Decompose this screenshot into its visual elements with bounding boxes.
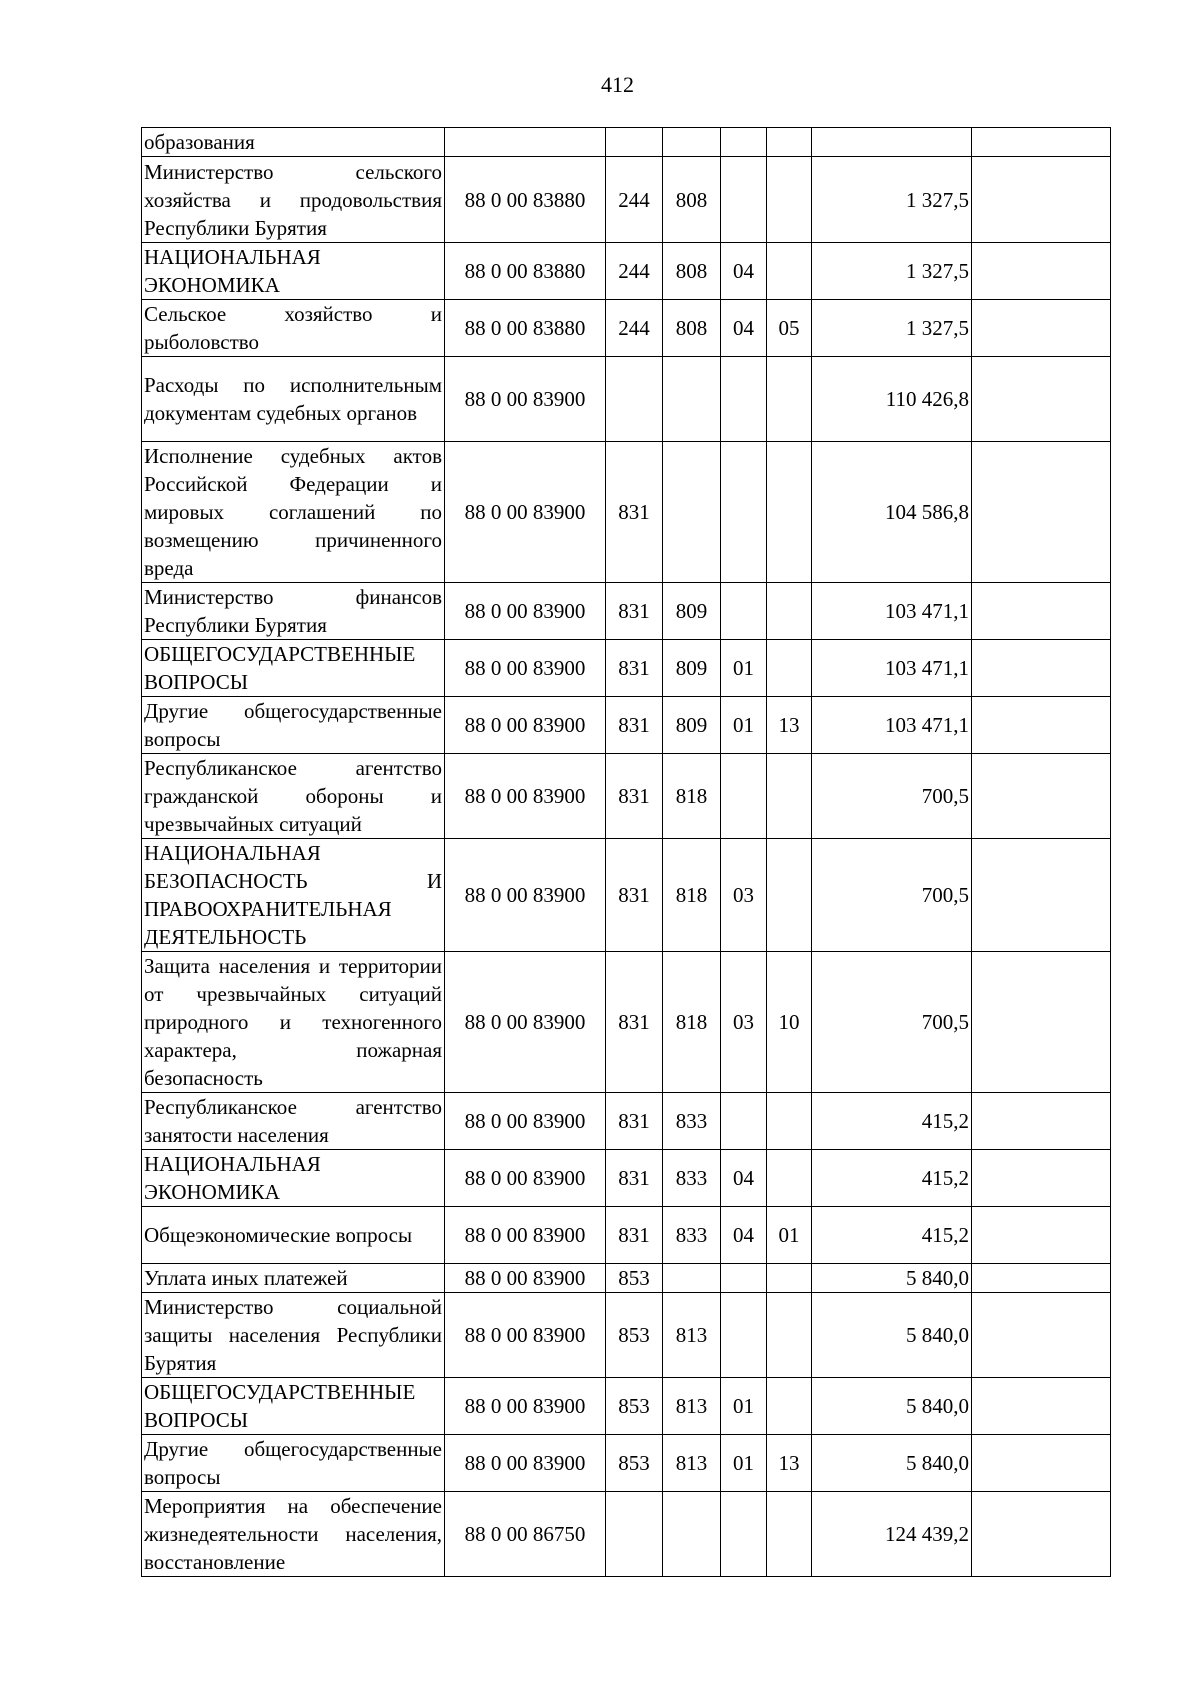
amount-cell: 700,5 <box>812 952 972 1093</box>
amount-cell: 700,5 <box>812 839 972 952</box>
ministry-code-cell <box>663 357 721 442</box>
amount-cell: 103 471,1 <box>812 583 972 640</box>
target-article-code-cell: 88 0 00 83900 <box>445 1264 606 1293</box>
section-cell <box>721 583 767 640</box>
section-cell: 01 <box>721 640 767 697</box>
row-name-cell: Министерство социальной защиты населения Республики Бурятия <box>142 1293 445 1378</box>
section-cell <box>721 754 767 839</box>
amount-cell: 103 471,1 <box>812 640 972 697</box>
row-name-cell: Расходы по исполнительным документам судебных органов <box>142 357 445 442</box>
amount-cell: 5 840,0 <box>812 1293 972 1378</box>
section-cell <box>721 442 767 583</box>
section-cell: 04 <box>721 1207 767 1264</box>
expense-type-cell: 831 <box>606 839 663 952</box>
subsection-cell <box>767 583 812 640</box>
table-row <box>142 1293 1111 1378</box>
empty-cell <box>972 640 1111 697</box>
table-row <box>142 1492 1111 1577</box>
empty-cell <box>972 157 1111 243</box>
target-article-code-cell <box>445 128 606 157</box>
subsection-cell <box>767 1378 812 1435</box>
expense-type-cell: 831 <box>606 640 663 697</box>
empty-cell <box>972 128 1111 157</box>
expense-type-cell: 244 <box>606 157 663 243</box>
empty-cell <box>972 1492 1111 1577</box>
amount-cell <box>812 128 972 157</box>
section-cell <box>721 1093 767 1150</box>
target-article-code-cell: 88 0 00 83900 <box>445 442 606 583</box>
subsection-cell: 01 <box>767 1207 812 1264</box>
subsection-cell <box>767 1093 812 1150</box>
subsection-cell: 13 <box>767 697 812 754</box>
subsection-cell <box>767 1150 812 1207</box>
table-row <box>142 357 1111 442</box>
amount-cell: 5 840,0 <box>812 1435 972 1492</box>
table-row <box>142 583 1111 640</box>
row-name-cell: НАЦИОНАЛЬНАЯ ЭКОНОМИКА <box>142 243 445 300</box>
empty-cell <box>972 442 1111 583</box>
amount-cell: 110 426,8 <box>812 357 972 442</box>
expense-type-cell: 853 <box>606 1435 663 1492</box>
empty-cell <box>972 1293 1111 1378</box>
table-row <box>142 128 1111 157</box>
target-article-code-cell: 88 0 00 83900 <box>445 583 606 640</box>
section-cell: 03 <box>721 952 767 1093</box>
expense-type-cell: 831 <box>606 442 663 583</box>
section-cell: 04 <box>721 243 767 300</box>
ministry-code-cell <box>663 1264 721 1293</box>
ministry-code-cell: 809 <box>663 640 721 697</box>
row-name-cell: Министерство сельского хозяйства и продовольствия Республики Бурятия <box>142 157 445 243</box>
section-cell: 03 <box>721 839 767 952</box>
amount-cell: 103 471,1 <box>812 697 972 754</box>
section-cell <box>721 1264 767 1293</box>
amount-cell: 415,2 <box>812 1150 972 1207</box>
section-cell: 01 <box>721 697 767 754</box>
amount-cell: 1 327,5 <box>812 243 972 300</box>
table-row <box>142 1435 1111 1492</box>
expense-type-cell: 831 <box>606 1207 663 1264</box>
ministry-code-cell: 813 <box>663 1378 721 1435</box>
section-cell <box>721 157 767 243</box>
amount-cell: 415,2 <box>812 1207 972 1264</box>
subsection-cell <box>767 1264 812 1293</box>
expense-type-cell: 831 <box>606 697 663 754</box>
empty-cell <box>972 1378 1111 1435</box>
row-name-cell: НАЦИОНАЛЬНАЯ ЭКОНОМИКА <box>142 1150 445 1207</box>
ministry-code-cell <box>663 442 721 583</box>
target-article-code-cell: 88 0 00 83900 <box>445 1293 606 1378</box>
ministry-code-cell: 813 <box>663 1293 721 1378</box>
subsection-cell <box>767 357 812 442</box>
expense-type-cell: 831 <box>606 1093 663 1150</box>
row-name-cell: НАЦИОНАЛЬНАЯ БЕЗОПАСНОСТЬ И ПРАВООХРАНИТЕЛЬНАЯ ДЕЯТЕЛЬНОСТЬ <box>142 839 445 952</box>
section-cell <box>721 357 767 442</box>
table-row <box>142 1093 1111 1150</box>
section-cell: 01 <box>721 1378 767 1435</box>
empty-cell <box>972 952 1111 1093</box>
expense-type-cell: 853 <box>606 1264 663 1293</box>
target-article-code-cell: 88 0 00 83900 <box>445 357 606 442</box>
target-article-code-cell: 88 0 00 83900 <box>445 952 606 1093</box>
section-cell: 04 <box>721 300 767 357</box>
empty-cell <box>972 357 1111 442</box>
row-name-cell: Общеэкономические вопросы <box>142 1207 445 1264</box>
subsection-cell <box>767 243 812 300</box>
amount-cell: 124 439,2 <box>812 1492 972 1577</box>
ministry-code-cell <box>663 1492 721 1577</box>
expense-type-cell: 853 <box>606 1378 663 1435</box>
row-name-cell: Мероприятия на обеспечение жизнедеятельности населения, восстановление <box>142 1492 445 1577</box>
expense-type-cell <box>606 1492 663 1577</box>
target-article-code-cell: 88 0 00 83900 <box>445 640 606 697</box>
amount-cell: 415,2 <box>812 1093 972 1150</box>
table-row <box>142 697 1111 754</box>
empty-cell <box>972 583 1111 640</box>
subsection-cell <box>767 839 812 952</box>
row-name-cell: Сельское хозяйство и рыболовство <box>142 300 445 357</box>
expense-type-cell <box>606 128 663 157</box>
amount-cell: 700,5 <box>812 754 972 839</box>
row-name-cell: образования <box>142 128 445 157</box>
target-article-code-cell: 88 0 00 83900 <box>445 1093 606 1150</box>
amount-cell: 5 840,0 <box>812 1264 972 1293</box>
subsection-cell: 10 <box>767 952 812 1093</box>
target-article-code-cell: 88 0 00 83900 <box>445 1378 606 1435</box>
ministry-code-cell: 818 <box>663 839 721 952</box>
row-name-cell: ОБЩЕГОСУДАРСТВЕННЫЕ ВОПРОСЫ <box>142 640 445 697</box>
expense-type-cell: 853 <box>606 1293 663 1378</box>
subsection-cell: 05 <box>767 300 812 357</box>
row-name-cell: Другие общегосударственные вопросы <box>142 697 445 754</box>
budget-table <box>141 127 1111 1577</box>
table-row <box>142 1378 1111 1435</box>
target-article-code-cell: 88 0 00 83900 <box>445 1207 606 1264</box>
row-name-cell: Уплата иных платежей <box>142 1264 445 1293</box>
section-cell: 04 <box>721 1150 767 1207</box>
empty-cell <box>972 243 1111 300</box>
expense-type-cell: 831 <box>606 583 663 640</box>
table-row <box>142 640 1111 697</box>
empty-cell <box>972 1264 1111 1293</box>
target-article-code-cell: 88 0 00 83900 <box>445 697 606 754</box>
ministry-code-cell: 808 <box>663 300 721 357</box>
subsection-cell <box>767 1293 812 1378</box>
table-row <box>142 300 1111 357</box>
target-article-code-cell: 88 0 00 83880 <box>445 157 606 243</box>
ministry-code-cell: 833 <box>663 1207 721 1264</box>
ministry-code-cell: 818 <box>663 952 721 1093</box>
empty-cell <box>972 1093 1111 1150</box>
table-row <box>142 952 1111 1093</box>
row-name-cell: Министерство финансов Республики Бурятия <box>142 583 445 640</box>
section-cell <box>721 1293 767 1378</box>
target-article-code-cell: 88 0 00 83900 <box>445 1150 606 1207</box>
ministry-code-cell: 809 <box>663 583 721 640</box>
row-name-cell: Защита населения и территории от чрезвычайных ситуаций природного и техногенного характера, пожарная безопасность <box>142 952 445 1093</box>
ministry-code-cell: 808 <box>663 157 721 243</box>
empty-cell <box>972 754 1111 839</box>
subsection-cell <box>767 442 812 583</box>
subsection-cell <box>767 754 812 839</box>
row-name-cell: Исполнение судебных актов Российской Федерации и мировых соглашений по возмещению причиненного вреда <box>142 442 445 583</box>
section-cell <box>721 1492 767 1577</box>
amount-cell: 104 586,8 <box>812 442 972 583</box>
row-name-cell: ОБЩЕГОСУДАРСТВЕННЫЕ ВОПРОСЫ <box>142 1378 445 1435</box>
empty-cell <box>972 839 1111 952</box>
table-row <box>142 157 1111 243</box>
ministry-code-cell: 833 <box>663 1150 721 1207</box>
table-row <box>142 754 1111 839</box>
subsection-cell <box>767 128 812 157</box>
ministry-code-cell: 833 <box>663 1093 721 1150</box>
page-number: 412 <box>601 72 634 97</box>
table-row <box>142 1264 1111 1293</box>
empty-cell <box>972 300 1111 357</box>
subsection-cell <box>767 640 812 697</box>
subsection-cell <box>767 157 812 243</box>
expense-type-cell: 831 <box>606 754 663 839</box>
row-name-cell: Республиканское агентство гражданской обороны и чрезвычайных ситуаций <box>142 754 445 839</box>
expense-type-cell: 244 <box>606 300 663 357</box>
amount-cell: 1 327,5 <box>812 157 972 243</box>
expense-type-cell: 831 <box>606 952 663 1093</box>
empty-cell <box>972 1207 1111 1264</box>
ministry-code-cell <box>663 128 721 157</box>
empty-cell <box>972 697 1111 754</box>
subsection-cell: 13 <box>767 1435 812 1492</box>
table-row <box>142 243 1111 300</box>
expense-type-cell: 831 <box>606 1150 663 1207</box>
subsection-cell <box>767 1492 812 1577</box>
target-article-code-cell: 88 0 00 86750 <box>445 1492 606 1577</box>
target-article-code-cell: 88 0 00 83900 <box>445 1435 606 1492</box>
section-cell <box>721 128 767 157</box>
table-row <box>142 839 1111 952</box>
row-name-cell: Республиканское агентство занятости населения <box>142 1093 445 1150</box>
empty-cell <box>972 1435 1111 1492</box>
expense-type-cell: 244 <box>606 243 663 300</box>
row-name-cell: Другие общегосударственные вопросы <box>142 1435 445 1492</box>
amount-cell: 1 327,5 <box>812 300 972 357</box>
table-row <box>142 1207 1111 1264</box>
target-article-code-cell: 88 0 00 83900 <box>445 839 606 952</box>
section-cell: 01 <box>721 1435 767 1492</box>
target-article-code-cell: 88 0 00 83900 <box>445 754 606 839</box>
ministry-code-cell: 809 <box>663 697 721 754</box>
empty-cell <box>972 1150 1111 1207</box>
ministry-code-cell: 808 <box>663 243 721 300</box>
target-article-code-cell: 88 0 00 83880 <box>445 300 606 357</box>
amount-cell: 5 840,0 <box>812 1378 972 1435</box>
table-row <box>142 1150 1111 1207</box>
target-article-code-cell: 88 0 00 83880 <box>445 243 606 300</box>
table-row <box>142 442 1111 583</box>
expense-type-cell <box>606 357 663 442</box>
ministry-code-cell: 813 <box>663 1435 721 1492</box>
ministry-code-cell: 818 <box>663 754 721 839</box>
budget-table-body <box>142 128 1111 1577</box>
